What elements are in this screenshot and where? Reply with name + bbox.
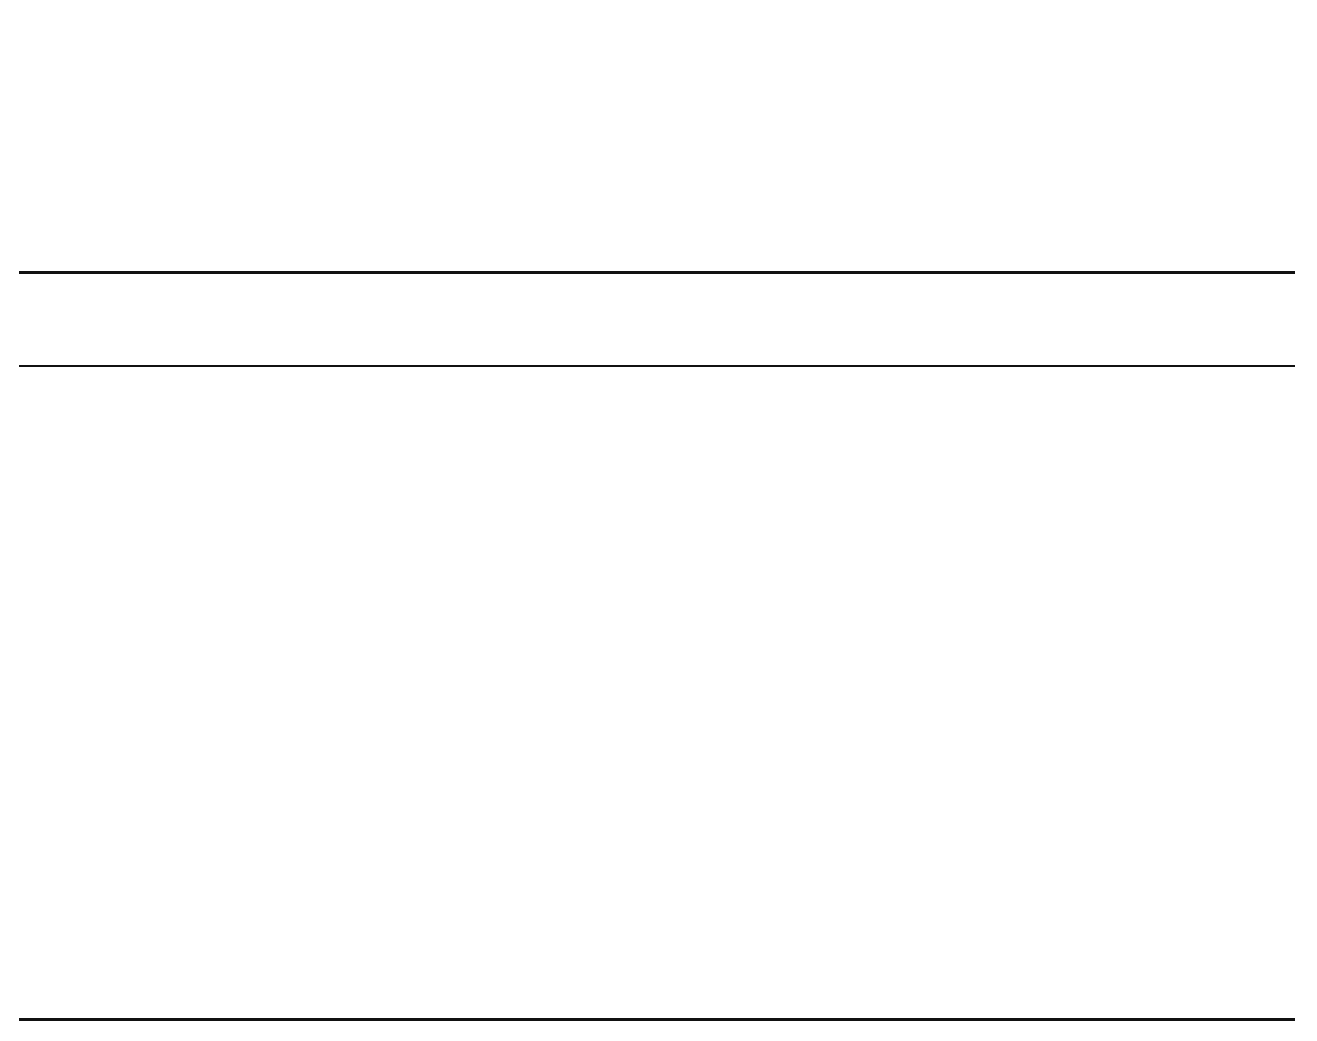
header-rule: [19, 365, 1295, 367]
bottom-rule: [19, 1018, 1295, 1021]
top-rule: [19, 271, 1295, 274]
